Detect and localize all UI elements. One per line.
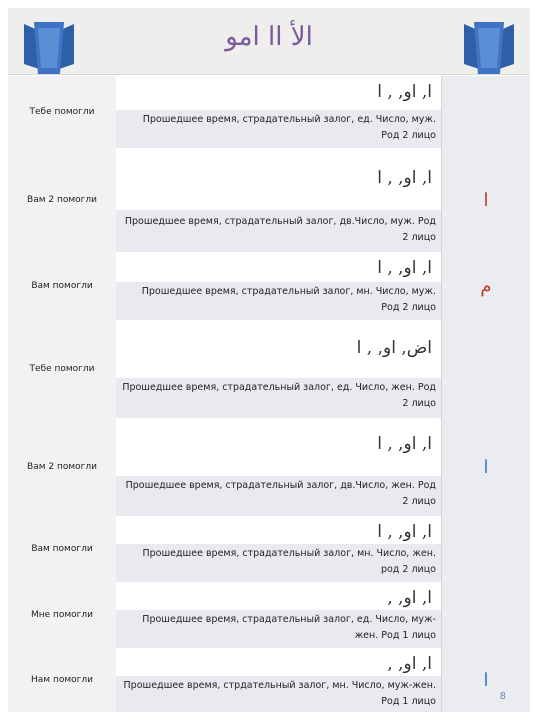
table-row (8, 252, 530, 321)
arabic-form: اض, او, , ا (116, 320, 442, 378)
page-number: 8 (499, 691, 506, 702)
translation-cell: Вам помогли (8, 516, 117, 582)
grammar-description: Прошедшее время, страдательный залог, ед. Число, муж. Род 2 лицо (116, 110, 442, 148)
translation-cell: Вам помогли (8, 252, 117, 320)
table-row (8, 76, 530, 149)
translation-cell: Мне помогли (8, 582, 117, 648)
table-row (8, 320, 530, 419)
grammar-description: Прошедшее время, страдательный залог, дв.Число, жен. Род 2 лицо (116, 476, 442, 516)
header-bar (8, 8, 530, 75)
form-cell (116, 320, 442, 418)
grammar-description: Прошедшее время, страдательный залог, мн. Число, муж. Род 2 лицо (116, 282, 442, 320)
table-row (8, 582, 530, 649)
table-row (8, 648, 530, 712)
grammar-description: Прошедшее время, страдательный залог, ед. Число, муж-жен. Род 1 лицо (116, 610, 442, 648)
form-cell (116, 418, 442, 516)
arabic-form: ا, او, , ا (116, 148, 442, 210)
translation-cell: Тебе помогли (8, 76, 117, 148)
ending-cell (441, 320, 530, 418)
ending-cell (441, 516, 530, 582)
ending-cell (441, 582, 530, 648)
form-cell (116, 516, 442, 582)
slide-page (8, 8, 530, 712)
arabic-form: ا, او, , (116, 582, 442, 610)
decorative-ribbon-icon (460, 18, 518, 76)
form-cell (116, 582, 442, 648)
arabic-form: ا, او, , ا (116, 252, 442, 282)
arabic-form: ا, او, , ا (116, 516, 442, 544)
table-row (8, 516, 530, 583)
translation-cell: Тебе помогли (8, 320, 117, 418)
ending-cell (441, 76, 530, 148)
ending-cell: م (441, 252, 530, 320)
ending-cell: ا (441, 418, 530, 516)
form-cell (116, 76, 442, 148)
table-row (8, 418, 530, 517)
translation-cell: Вам 2 помогли (8, 148, 117, 252)
translation-cell: Вам 2 помогли (8, 418, 117, 516)
arabic-form: ا, او, , ا (116, 76, 442, 110)
table-row (8, 148, 530, 253)
form-cell (116, 148, 442, 252)
ending-cell: ا (441, 148, 530, 252)
grammar-description: Прошедшее время, стрдательный залог, мн. Число, муж-жен. Род 1 лицо (116, 676, 442, 712)
grammar-description: Прошедшее время, страдательный залог, мн. Число, жен. род 2 лицо (116, 544, 442, 582)
ending-cell: ا (441, 648, 530, 712)
translation-cell: Нам помогли (8, 648, 117, 712)
grammar-description: Прошедшее время, страдательный залог, дв.Число, муж. Род 2 лицо (116, 210, 442, 252)
grammar-description: Прошедшее время, страдательный залог, ед. Число, жен. Род 2 лицо (116, 378, 442, 418)
arabic-form: ا, او, , (116, 648, 442, 676)
page-title: الأ اا امو (225, 22, 313, 52)
form-cell (116, 252, 442, 320)
arabic-form: ا, او, , ا (116, 418, 442, 476)
form-cell (116, 648, 442, 712)
